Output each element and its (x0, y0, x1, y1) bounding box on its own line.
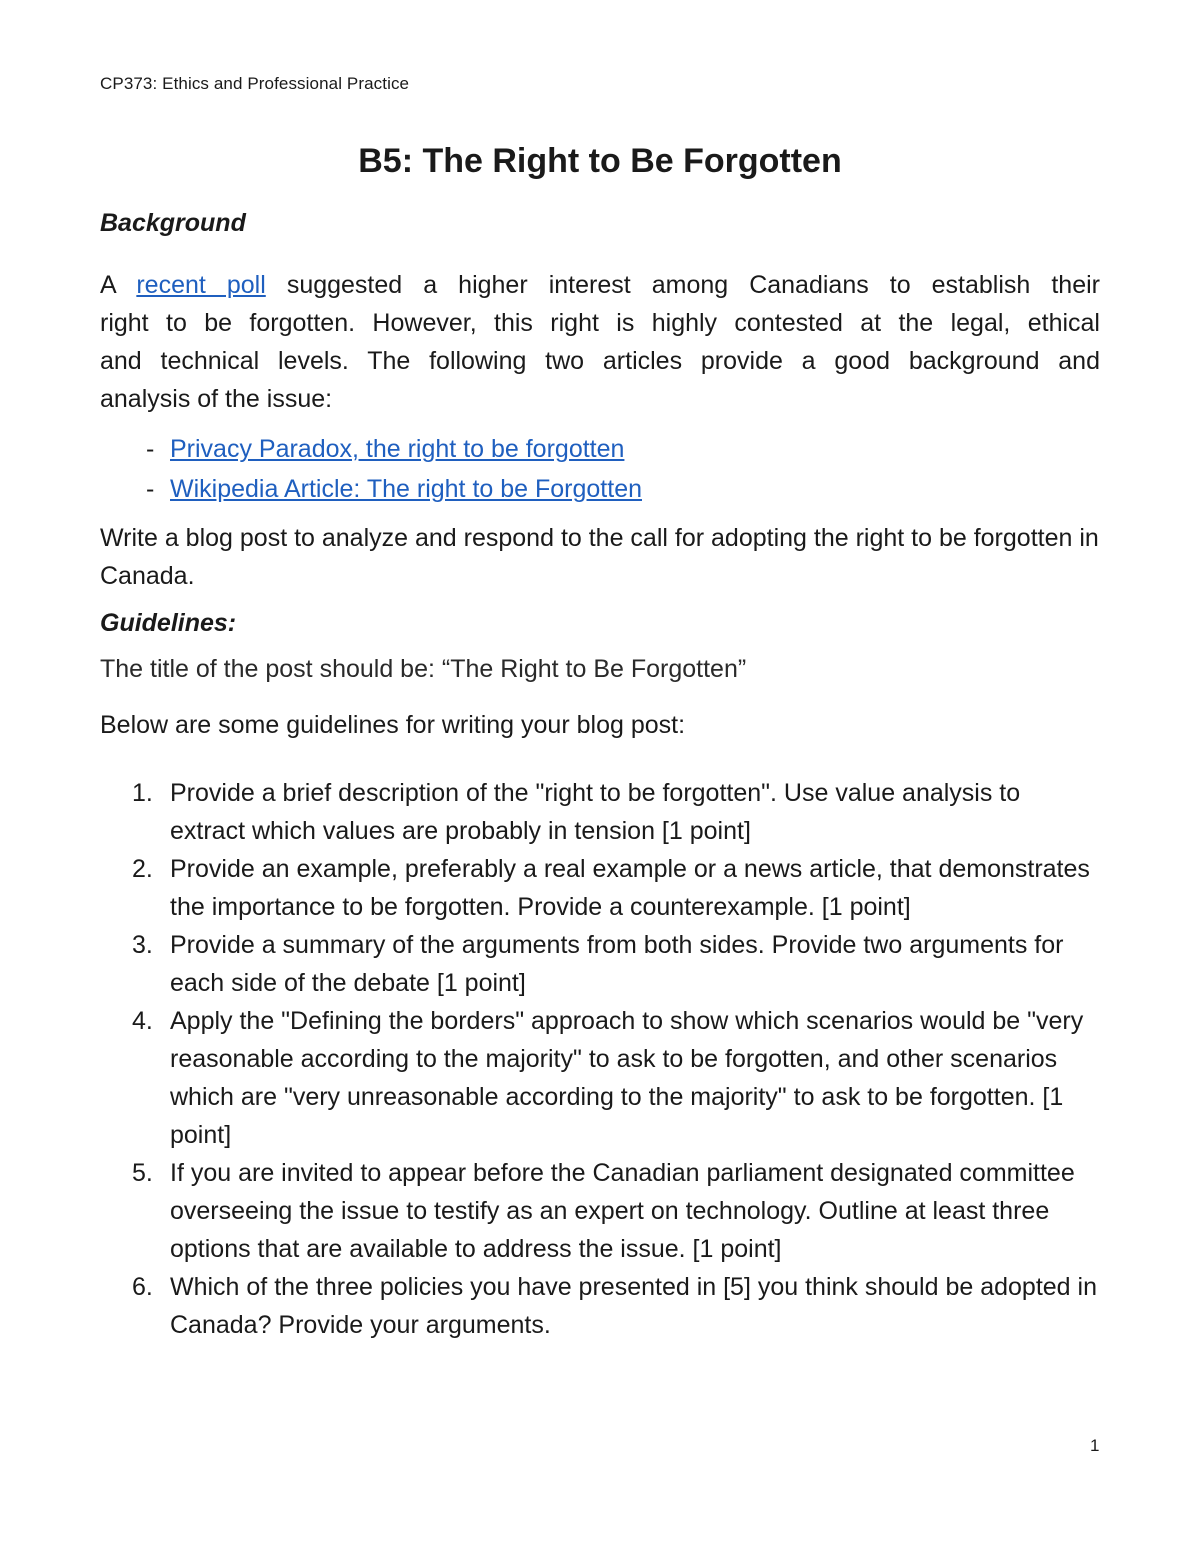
item-number: 1. (132, 779, 153, 807)
intro-line-3: and technical levels. The following two articles provide a good background and (100, 347, 1100, 375)
dash-bullet: - (146, 435, 155, 463)
guidelines-list (100, 774, 1100, 1344)
list-item (100, 1002, 1100, 1154)
intro-line-1 (100, 266, 1100, 304)
privacy-paradox-link[interactable]: Privacy Paradox, the right to be forgotten (170, 435, 625, 463)
list-item (100, 469, 642, 509)
list-item (100, 926, 1100, 1002)
item-number: 2. (132, 855, 153, 883)
item-number: 3. (132, 931, 153, 959)
running-header: CP373: Ethics and Professional Practice (100, 74, 410, 93)
guidelines-heading: Guidelines: (100, 609, 237, 637)
item-text: Provide an example, preferably a real example or a news article, that demonstrates the importance to be forgotten. Provide a counterexample. [1 point] (170, 855, 1090, 921)
item-text: Apply the "Defining the borders" approach to show which scenarios would be "very reasonable according to the majority" to ask to be forgotten, and other scenarios which are "very unreasonable according to the majority" to ask to be forgotten. [1 point] (170, 1007, 1084, 1149)
background-paragraph (100, 266, 1100, 418)
list-item (100, 850, 1100, 926)
intro-text-rest: suggested a higher interest among Canadians to establish their (265, 271, 1100, 299)
list-item (100, 774, 1100, 850)
wikipedia-article-link[interactable]: Wikipedia Article: The right to be Forgotten (170, 475, 642, 503)
item-text: Provide a summary of the arguments from both sides. Provide two arguments for each side of the debate [1 point] (170, 931, 1064, 997)
page-number: 1 (1090, 1436, 1100, 1455)
background-heading: Background (100, 209, 246, 237)
item-number: 6. (132, 1273, 153, 1301)
item-text: Provide a brief description of the "right to be forgotten". Use value analysis to extract which values are probably in tension [1 point] (170, 779, 1021, 845)
recent-poll-link[interactable]: recent poll (136, 271, 266, 299)
item-text: Which of the three policies you have presented in [5] you think should be adopted in Canada? Provide your arguments. (170, 1273, 1097, 1339)
list-item (100, 429, 642, 469)
list-item (100, 1268, 1100, 1344)
intro-text-start: A (100, 271, 137, 299)
item-number: 4. (132, 1007, 153, 1035)
intro-line-4: analysis of the issue: (100, 385, 333, 413)
page-title: B5: The Right to Be Forgotten (358, 142, 842, 180)
list-item (100, 1154, 1100, 1268)
item-number: 5. (132, 1159, 153, 1187)
guidelines-intro: Below are some guidelines for writing your blog post: (100, 711, 686, 739)
dash-bullet: - (146, 475, 155, 503)
intro-line-2: right to be forgotten. However, this right is highly contested at the legal, ethical (100, 309, 1100, 337)
task-paragraph: Write a blog post to analyze and respond to the call for adopting the right to be forgotten in Canada. (100, 524, 1099, 590)
item-text: If you are invited to appear before the Canadian parliament designated committee overseeing the issue to testify as an expert on technology. Outline at least three options that are available to address the issue. [1 point] (170, 1159, 1075, 1263)
title-note: The title of the post should be: “The Right to Be Forgotten” (100, 655, 747, 683)
article-list (100, 429, 642, 509)
